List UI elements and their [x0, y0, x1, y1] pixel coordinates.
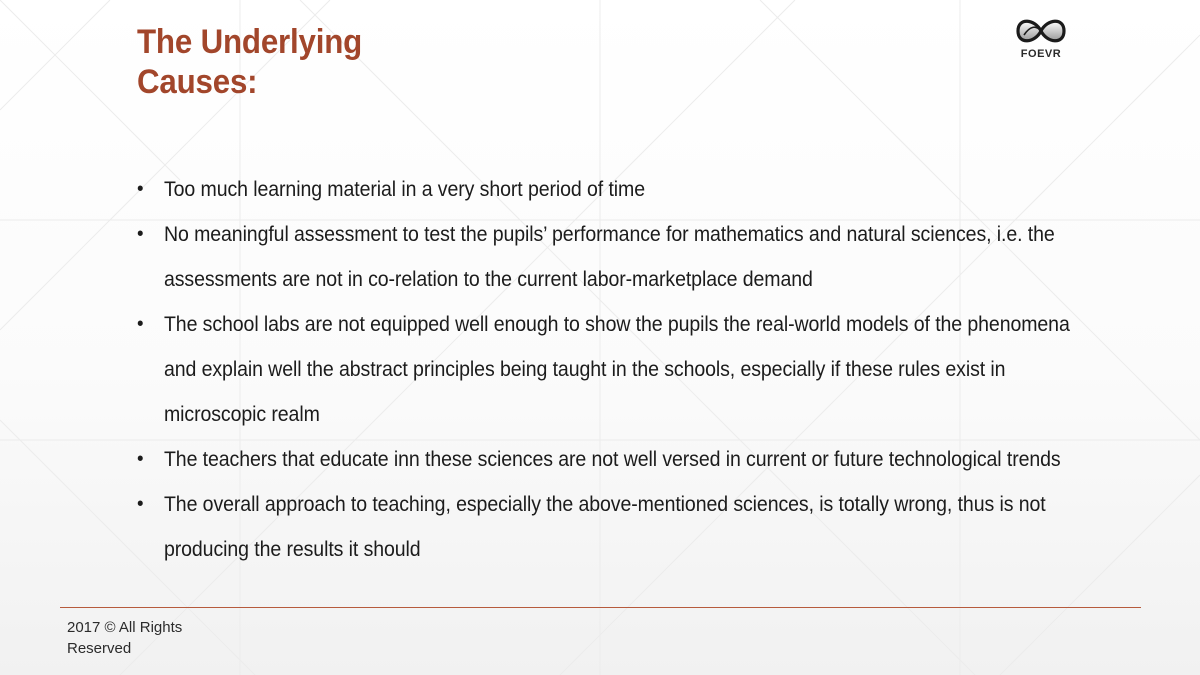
bullet-item-1 — [137, 167, 1103, 212]
infinity-logo-icon — [1014, 14, 1068, 48]
bullet-marker: • — [137, 223, 144, 245]
copyright-line-1: 2017 © All Rights — [67, 619, 183, 636]
slide-title-line-1: The Underlying — [137, 23, 363, 61]
bullet-marker: • — [137, 493, 144, 515]
bullet-item-4 — [137, 437, 1103, 482]
copyright-line-2: Reserved — [67, 640, 132, 657]
foevr-logo — [1008, 12, 1074, 64]
copyright-footer — [67, 617, 217, 659]
bullet-marker: • — [137, 313, 144, 335]
bullet-marker: • — [137, 448, 144, 470]
bullet-text: The school labs are not equipped well enough to show the pupils the real-world models of the phenomena and explain well the abstract principles being taught in the schools, especially if these rules exist in microscopic realm — [163, 313, 1070, 426]
bullet-list — [137, 167, 1087, 572]
bullet-text: The teachers that educate inn these sciences are not well versed in current or future technological trends — [163, 448, 1061, 471]
bullet-item-3 — [137, 302, 1103, 437]
slide-title-line-2: Causes: — [137, 63, 258, 101]
bullet-item-2 — [137, 212, 1103, 302]
bullet-marker: • — [137, 178, 144, 200]
logo-text: FOEVR — [1020, 48, 1062, 60]
footer-divider — [60, 607, 1141, 608]
bullet-text: The overall approach to teaching, especially the above-mentioned sciences, is totally wrong, thus is not producing the results it should — [163, 493, 1046, 561]
bullet-text: Too much learning material in a very short period of time — [163, 178, 645, 201]
bullet-item-5 — [137, 482, 1103, 572]
slide-title — [137, 22, 523, 102]
bullet-text: No meaningful assessment to test the pupils’ performance for mathematics and natural sciences, i.e. the assessments are not in co-relation to the current labor-marketplace demand — [163, 223, 1055, 291]
